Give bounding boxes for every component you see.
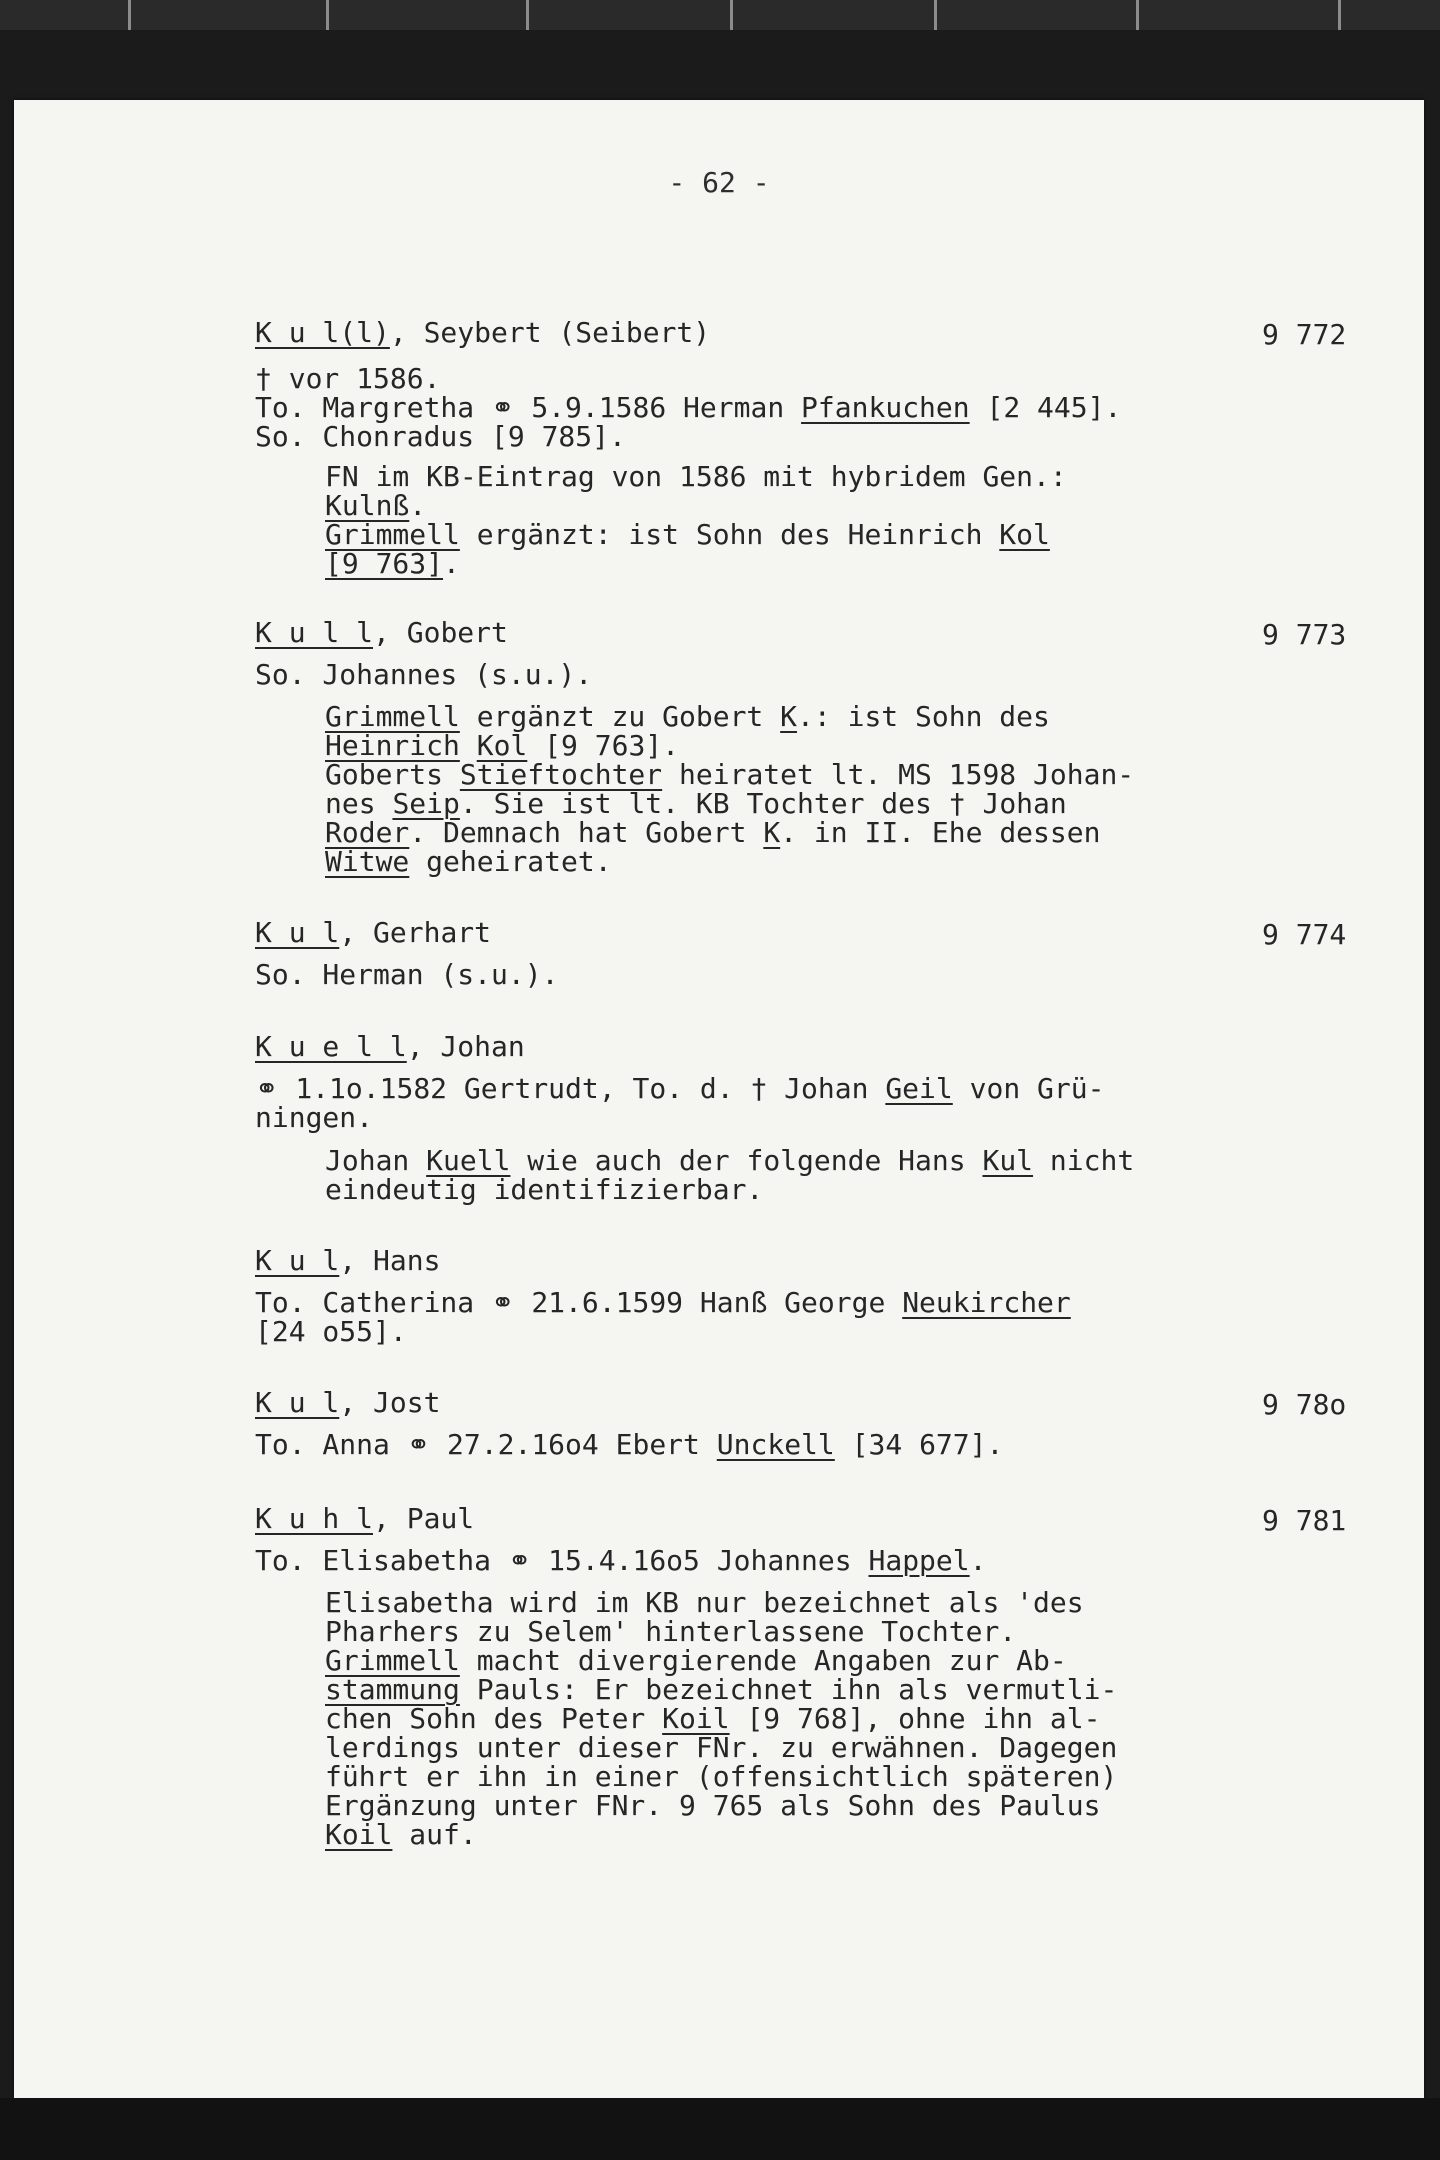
entry-heading: K u l, Jost: [255, 1386, 441, 1419]
entry-number: 9 772: [1262, 318, 1347, 351]
entry-details: To. Catherina ⚭ 21.6.1599 Hanß George Neukircher [24 o55].: [255, 1286, 1071, 1348]
entry-details: To. Elisabetha ⚭ 15.4.16o5 Johannes Happel.: [255, 1544, 987, 1577]
entry-number: 9 781: [1262, 1504, 1347, 1537]
film-strip-top: [0, 0, 1440, 30]
entry-details: To. Anna ⚭ 27.2.16o4 Ebert Unckell [34 677].: [255, 1428, 1004, 1461]
entry-details: So. Herman (s.u.).: [255, 958, 559, 991]
entry-note: FN im KB-Eintrag von 1586 mit hybridem Gen.: Kulnß. Grimmell ergänzt: ist Sohn des Heinrich Kol [9 763].: [325, 460, 1067, 580]
entry-note: Elisabetha wird im KB nur bezeichnet als 'des Pharhers zu Selem' hinterlassene Tochter. Grimmell macht divergierende Angaben zur Ab- stammung Pauls: Er bezeichnet ihn als vermutli- chen Sohn des Peter Koil [9 768], ohne ihn al- lerdings unter dieser FNr. zu erwähnen. Dagegen führt er ihn in einer (offensichtlich späteren) Ergänzung unter FNr. 9 765 als Sohn des Paulus Koil auf.: [325, 1586, 1118, 1851]
entry-surname: K u l(l): [255, 316, 390, 349]
entry-heading: K u l, Hans: [255, 1244, 441, 1277]
entry-heading: K u l(l), Seybert (Seibert): [255, 316, 711, 349]
page-number: - 62 -: [668, 166, 770, 199]
entry-number: 9 773: [1262, 618, 1347, 651]
entry-heading: K u e l l, Johan: [255, 1030, 525, 1063]
entry-details: So. Johannes (s.u.).: [255, 658, 593, 691]
entry-surname: K u h l: [255, 1502, 374, 1535]
document-page: [14, 100, 1424, 2098]
entry-number: 9 774: [1262, 918, 1347, 951]
entry-details: ⚭ 1.1o.1582 Gertrudt, To. d. † Johan Geil von Grü- ningen.: [255, 1072, 1105, 1134]
entry-note: Grimmell ergänzt zu Gobert K.: ist Sohn des Heinrich Kol [9 763]. Goberts Stieftochter heiratet lt. MS 1598 Johan- nes Seip. Sie ist lt. KB Tochter des † Johan Roder. Demnach hat Gobert K. in II. Ehe dessen Witwe geheiratet.: [325, 700, 1135, 878]
entry-details: † vor 1586. To. Margretha ⚭ 5.9.1586 Herman Pfankuchen [2 445]. So. Chonradus [9 785].: [255, 362, 1122, 453]
entry-heading: K u h l, Paul: [255, 1502, 475, 1535]
entry-note: Johan Kuell wie auch der folgende Hans Kul nicht eindeutig identifizierbar.: [325, 1144, 1135, 1206]
entry-surname: K u e l l: [255, 1030, 407, 1063]
entry-surname: K u l l: [255, 616, 374, 649]
entry-heading: K u l, Gerhart: [255, 916, 492, 949]
entry-surname: K u l: [255, 1244, 340, 1277]
entry-surname: K u l: [255, 1386, 340, 1419]
film-strip-bottom: [0, 2098, 1440, 2160]
entry-number: 9 78o: [1262, 1388, 1347, 1421]
entry-surname: K u l: [255, 916, 340, 949]
entry-heading: K u l l, Gobert: [255, 616, 508, 649]
